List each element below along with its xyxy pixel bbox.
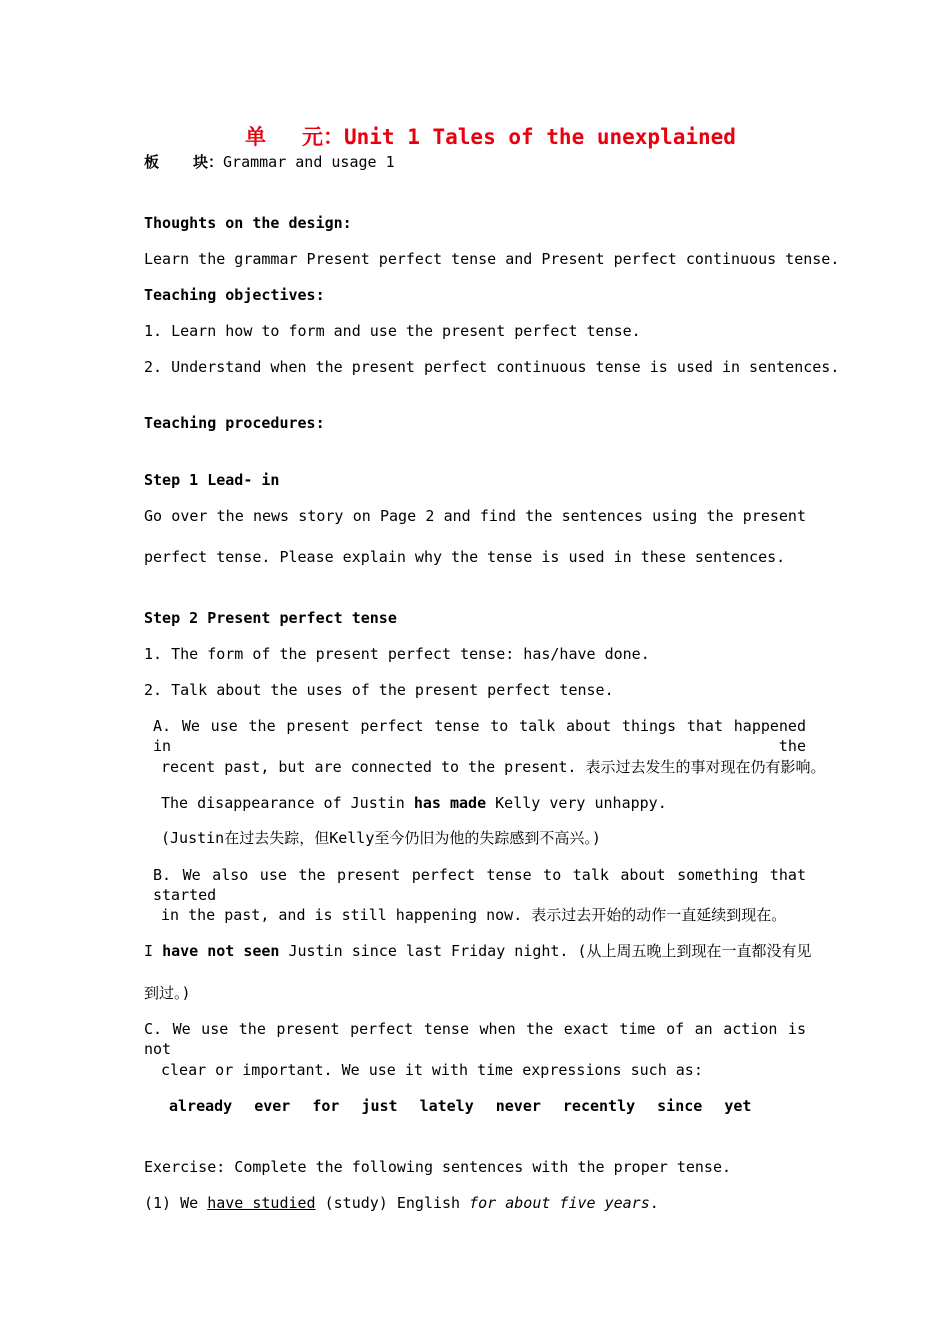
adverb-item: for <box>312 1097 340 1115</box>
step1-line1: Go over the news story on Page 2 and find the sentences using the present <box>144 507 806 525</box>
objectives-heading: Teaching objectives: <box>144 286 325 304</box>
exercise-instruction: Exercise: Complete the following sentences with the proper tense. <box>144 1158 731 1176</box>
use-a-example <box>161 793 667 813</box>
adverb-item: recently <box>562 1097 636 1115</box>
step1-line2: perfect tense. Please explain why the tense is used in these sentences. <box>144 548 786 566</box>
use-b-example-pre: I <box>144 942 163 960</box>
exercise-question-1 <box>144 1193 659 1213</box>
module-label-main: 块： <box>193 153 224 171</box>
q1-answer: have studied <box>207 1194 316 1212</box>
use-a-example-bold: has made <box>413 794 487 812</box>
module-label-prefix: 板 <box>144 153 160 171</box>
objective-item-2: 2. Understand when the present perfect continuous tense is used in sentences. <box>144 358 840 376</box>
use-a-line2: recent past, but are connected to the present. 表示过去发生的事对现在仍有影响。 <box>161 758 826 776</box>
q1-prefix: (1) We <box>144 1194 208 1212</box>
use-a-example-post: Kelly very unhappy. <box>486 794 667 812</box>
adverb-item: never <box>495 1097 541 1115</box>
use-a-translation: (Justin在过去失踪，但Kelly至今仍旧为他的失踪感到不高兴。) <box>161 829 601 847</box>
procedures-heading: Teaching procedures: <box>144 414 325 432</box>
design-heading: Thoughts on the design: <box>144 214 352 232</box>
use-c-line2: clear or important. We use it with time expressions such as: <box>161 1061 703 1079</box>
q1-tail: for about five years <box>469 1194 650 1212</box>
use-b-example <box>144 941 812 961</box>
adverb-item: lately <box>419 1097 474 1115</box>
adverb-item: already <box>169 1097 233 1115</box>
title-main: 元：Unit 1 Tales of the unexplained <box>302 125 736 149</box>
q1-end: . <box>649 1194 659 1212</box>
use-a-line1: A. We use the present perfect tense to talk about things that happened in the <box>153 717 806 755</box>
use-b-line1: B. We also use the present perfect tense to talk about something that started <box>153 866 806 904</box>
use-b-example-cont: 到过。) <box>144 984 191 1002</box>
use-b-example-bold: have not seen <box>162 942 280 960</box>
design-text: Learn the grammar Present perfect tense and Present perfect continuous tense. <box>144 250 840 268</box>
step2-item2: 2. Talk about the uses of the present perfect tense. <box>144 681 614 699</box>
use-b-line2: in the past, and is still happening now. 表示过去开始的动作一直延续到现在。 <box>161 906 787 924</box>
adverb-item: ever <box>254 1097 291 1115</box>
step1-heading: Step 1 Lead- in <box>144 471 280 489</box>
step2-item1: 1. The form of the present perfect tense: has/have done. <box>144 645 650 663</box>
q1-middle: (study) English <box>315 1194 470 1212</box>
objective-item-1: 1. Learn how to form and use the present perfect tense. <box>144 322 641 340</box>
page-title <box>245 124 736 150</box>
use-a-example-pre: The disappearance of Justin <box>161 794 414 812</box>
module-line <box>144 152 395 172</box>
module-value: Grammar and usage 1 <box>223 153 395 171</box>
adverb-list <box>169 1096 773 1116</box>
adverb-item: just <box>361 1097 398 1115</box>
title-prefix: 单 <box>245 125 266 149</box>
adverb-item: yet <box>724 1097 752 1115</box>
step2-heading: Step 2 Present perfect tense <box>144 609 397 627</box>
use-b-example-post: Justin since last Friday night. (从上周五晚上到现在一直都没有见 <box>279 942 812 960</box>
adverb-item: since <box>657 1097 703 1115</box>
use-c-line1: C. We use the present perfect tense when the exact time of an action is not <box>144 1020 806 1058</box>
